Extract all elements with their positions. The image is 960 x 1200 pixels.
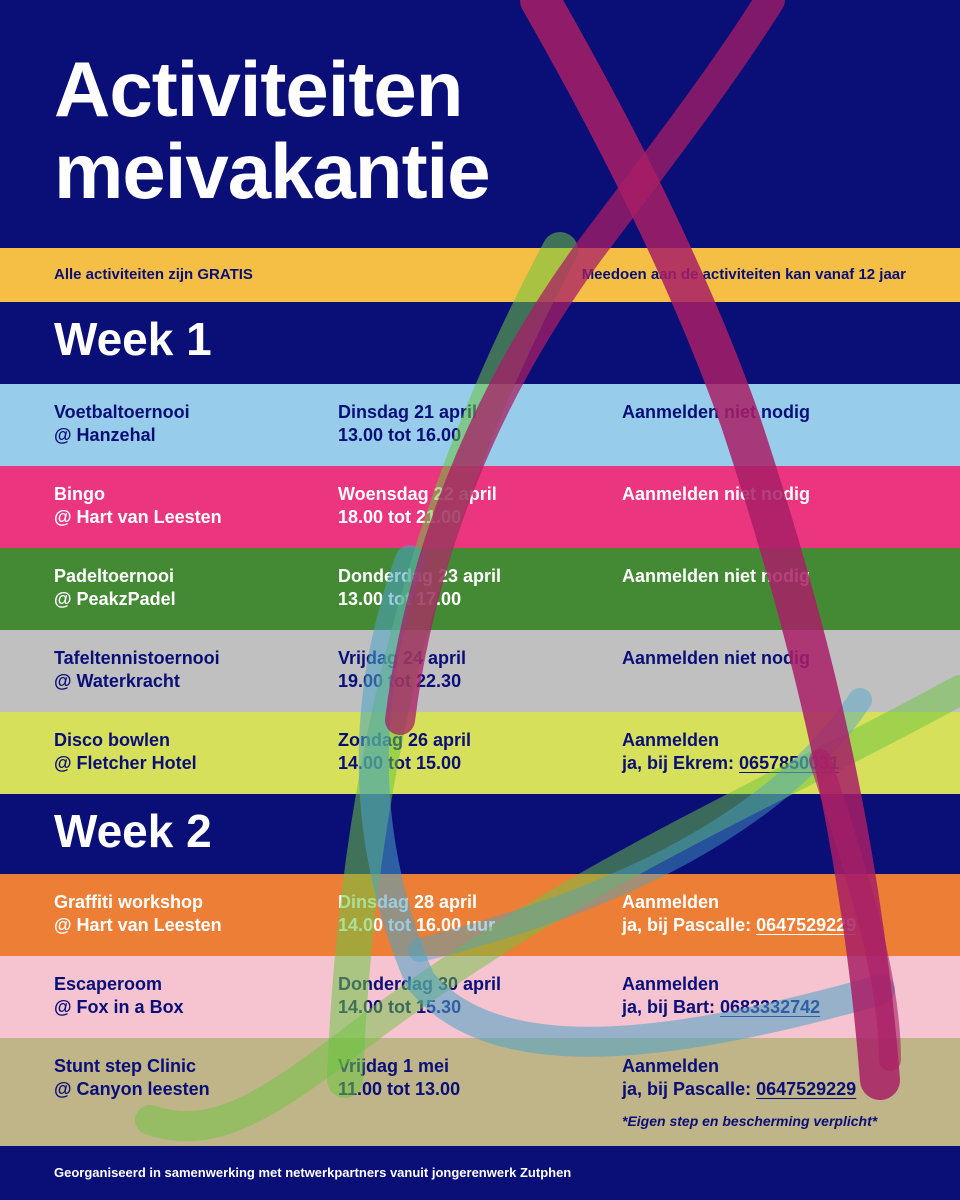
- info-age-text: Meedoen aan de activiteiten kan vanaf 12 jaar: [581, 266, 906, 283]
- activity-signup: Aanmelden: [622, 1056, 720, 1076]
- activity-name: Disco bowlen: [54, 730, 171, 750]
- signup-contact: ja, bij Pascalle:: [622, 915, 757, 935]
- activity-date: Donderdag 23 april: [338, 566, 502, 586]
- activity-row-disco-bowlen: [0, 712, 960, 794]
- activity-time: 13.00 tot 17.00: [338, 589, 462, 609]
- activity-location: @ Hart van Leesten: [54, 507, 222, 527]
- activity-name: Graffiti workshop: [54, 892, 204, 912]
- activity-row-tafeltennistoernooi: [0, 630, 960, 712]
- phone-link[interactable]: 0647529229: [756, 1079, 857, 1099]
- activity-date: Vrijdag 24 april: [338, 648, 467, 668]
- activity-name: Voetbaltoernooi: [54, 402, 190, 422]
- activity-name: Stunt step Clinic: [54, 1056, 197, 1076]
- activity-signup: Aanmelden: [622, 730, 720, 750]
- activity-date: Woensdag 22 april: [338, 484, 497, 504]
- activity-time: 11.00 tot 13.00: [338, 1079, 461, 1099]
- activity-row-bingo: [0, 466, 960, 548]
- activity-location: @ Fox in a Box: [54, 997, 184, 1017]
- activity-location: @ Waterkracht: [54, 671, 180, 691]
- activity-time: 14.00 tot 15.00: [338, 753, 462, 773]
- activity-location: @ Fletcher Hotel: [54, 753, 197, 773]
- equipment-note: *Eigen step en bescherming verplicht*: [622, 1113, 878, 1129]
- activity-date: Dinsdag 28 april: [338, 892, 478, 912]
- activity-date: Zondag 26 april: [338, 730, 472, 750]
- title-line-2: meivakantie: [54, 127, 490, 215]
- activity-row-voetbaltoernooi: [0, 384, 960, 466]
- signup-contact: ja, bij Pascalle:: [622, 1079, 757, 1099]
- activity-signup: Aanmelden niet nodig: [622, 648, 811, 668]
- activity-time: 18.00 tot 21.00: [338, 507, 462, 527]
- activity-time: 14.00 tot 15.30: [338, 997, 462, 1017]
- phone-link[interactable]: 0657850031: [739, 753, 840, 773]
- activity-row-escaperoom: [0, 956, 960, 1038]
- activity-row-stunt-step-clinic: [0, 1038, 960, 1146]
- activity-time: 13.00 tot 16.00: [338, 425, 462, 445]
- activity-row-graffiti-workshop: [0, 874, 960, 956]
- activity-location: @ Hanzehal: [54, 425, 156, 445]
- activity-time: 19.00 tot 22.30: [338, 671, 462, 691]
- week-2-heading: Week 2: [54, 805, 212, 857]
- page-title: [54, 45, 490, 215]
- phone-link[interactable]: 0647529229: [756, 915, 857, 935]
- week-1-heading: Week 1: [54, 313, 212, 365]
- activity-location: @ PeakzPadel: [54, 589, 176, 609]
- activity-signup: Aanmelden: [622, 974, 720, 994]
- phone-link[interactable]: 0683332742: [720, 997, 821, 1017]
- activity-name: Tafeltennistoernooi: [54, 648, 220, 668]
- info-banner: [0, 248, 960, 302]
- activity-name: Padeltoernooi: [54, 566, 175, 586]
- footer-text: Georganiseerd in samenwerking met netwerkpartners vanuit jongerenwerk Zutphen: [54, 1165, 572, 1180]
- activity-location: @ Hart van Leesten: [54, 915, 222, 935]
- activity-row-padeltoernooi: [0, 548, 960, 630]
- activity-signup: Aanmelden niet nodig: [622, 566, 811, 586]
- activity-signup: Aanmelden niet nodig: [622, 484, 811, 504]
- activity-name: Escaperoom: [54, 974, 163, 994]
- signup-contact: ja, bij Bart:: [622, 997, 721, 1017]
- info-free-text: Alle activiteiten zijn GRATIS: [54, 266, 253, 283]
- signup-contact: ja, bij Ekrem:: [622, 753, 740, 773]
- activity-name: Bingo: [54, 484, 105, 504]
- activity-time: 14.00 tot 16.00 uur: [338, 915, 496, 935]
- activity-signup: Aanmelden niet nodig: [622, 402, 811, 422]
- activity-date: Vrijdag 1 mei: [338, 1056, 450, 1076]
- activity-location: @ Canyon leesten: [54, 1079, 210, 1099]
- title-line-1: Activiteiten: [54, 45, 463, 133]
- activity-date: Dinsdag 21 april: [338, 402, 478, 422]
- activity-signup: Aanmelden: [622, 892, 720, 912]
- activity-date: Donderdag 30 april: [338, 974, 502, 994]
